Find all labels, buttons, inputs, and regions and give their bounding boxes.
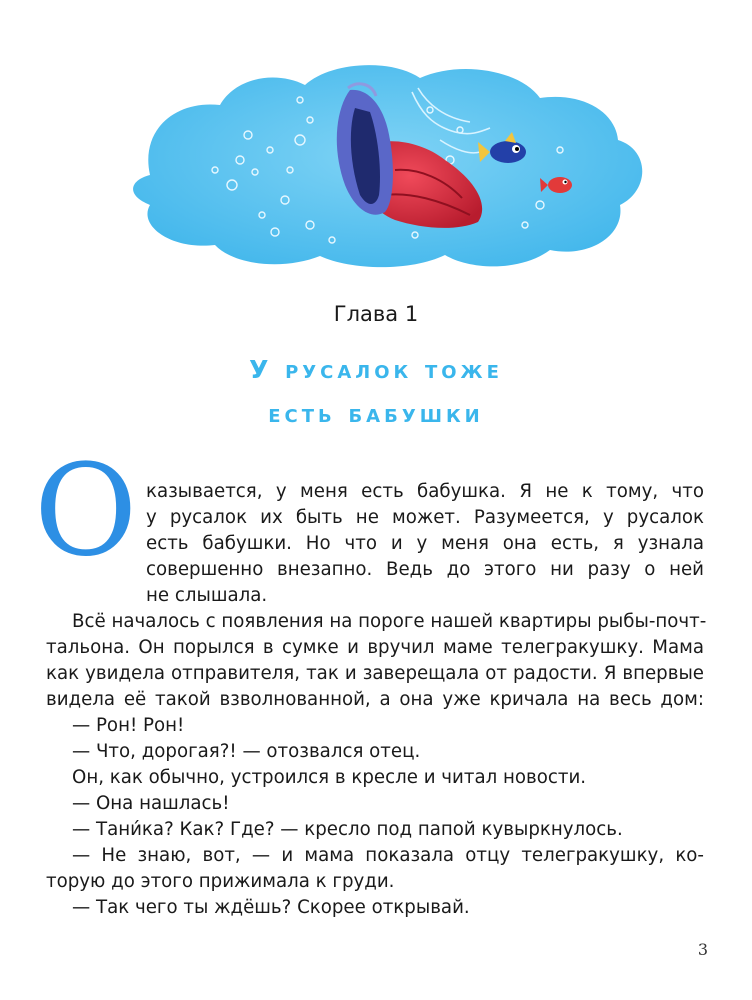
text-line: есть бабушки. Но что и у меня она есть, я узнала — [146, 533, 704, 554]
text-line: у русалок их быть не может. Разумеется, у русалок — [146, 507, 704, 528]
chapter-label: Глава 1 — [333, 302, 419, 326]
text-line: тальона. Он порылся в сумке и вручил маме телегракушку. Мама — [46, 637, 704, 658]
dialogue-line: торую до этого прижимала к груди. — [46, 871, 395, 892]
drop-cap: О — [34, 437, 138, 584]
text-line: видела её такой взволнованной, а она уже кричала на весь дом: — [46, 689, 704, 710]
dialogue-line: — Так чего ты ждёшь? Скорее открывай. — [72, 897, 470, 918]
text-line: казывается, у меня есть бабушка. Я не к тому, что — [146, 481, 704, 502]
chapter-title-line-1: У русалок тоже — [249, 355, 503, 384]
text-line: как увидела отправителя, так и заверещала от радости. Я впервые — [46, 663, 704, 684]
chapter-title — [0, 348, 752, 436]
dialogue-line: — Тани́ка? Как? Где? — кресло под папой кувыркнулось. — [72, 819, 623, 840]
text-line: не слышала. — [146, 585, 268, 606]
text-line: Всё началось с появления на пороге нашей квартиры рыбы-почт- — [72, 611, 707, 632]
dialogue-line: Он, как обычно, устроился в кресле и читал новости. — [72, 767, 587, 788]
text-line: совершенно внезапно. Ведь до этого ни разу о ней — [146, 559, 704, 580]
dialogue-line: — Что, дорогая?! — отозвался отец. — [72, 741, 421, 762]
dialogue-line: — Не знаю, вот, — и мама показала отцу телегракушку, ко- — [72, 845, 704, 866]
dialogue-line: — Рон! Рон! — [72, 715, 185, 736]
chapter-illustration — [0, 0, 752, 290]
dialogue-line: — Она нашлась! — [72, 793, 230, 814]
page-number: 3 — [697, 940, 708, 959]
chapter-title-line-2: есть бабушки — [268, 399, 484, 428]
